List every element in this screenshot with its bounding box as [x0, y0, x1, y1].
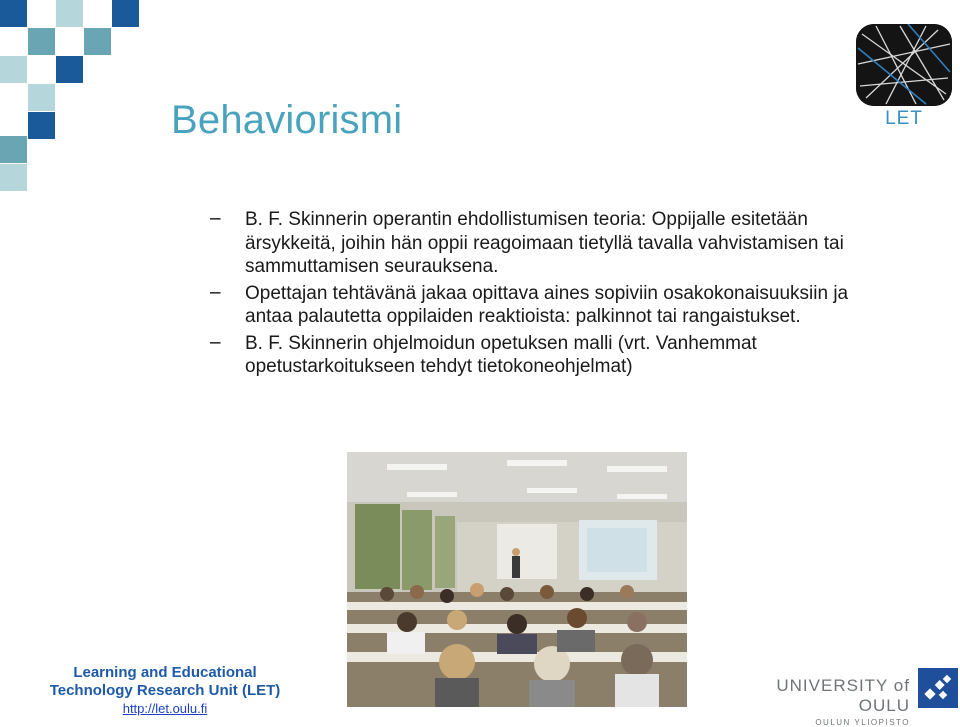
mosaic-square [0, 0, 27, 27]
mosaic-square [28, 28, 55, 55]
bullet-dash: – [210, 331, 221, 353]
bullet-text: B. F. Skinnerin operantin ehdollistumisen teoria: Oppijalle esitetään ärsykkeitä, joihin hän oppii reagoimaan tietyllä tavalla vahvistamisen tai sammuttamisen seurauksena. [245, 209, 844, 277]
mosaic-square [0, 136, 27, 163]
list-item [210, 332, 850, 379]
mosaic-square [56, 56, 83, 83]
list-item [210, 208, 850, 279]
university-name: UNIVERSITY of OULU [776, 676, 910, 715]
footer-line: Learning and Educational [73, 664, 257, 681]
bullet-text: Opettajan tehtävänä jakaa opittava aines sopiviin osakokonaisuuksiin ja antaa palautetta oppilaiden reaktioista: palkinnot tai rangaistukset. [245, 282, 849, 327]
footer-url-link[interactable]: http://let.oulu.fi [122, 701, 208, 716]
university-subname: OULUN YLIOPISTO [815, 718, 910, 727]
list-item [210, 282, 850, 329]
slide-title: Behaviorismi [171, 98, 403, 142]
mosaic-square [28, 84, 55, 111]
mosaic-square [112, 0, 139, 27]
bullet-dash: – [210, 208, 221, 229]
university-emblem-icon [918, 668, 958, 708]
let-logo-text: LET [885, 108, 923, 129]
decorative-mosaic [0, 0, 140, 192]
university-logo-text [730, 676, 910, 727]
mosaic-square [0, 56, 27, 83]
footer-line: Technology Research Unit (LET) [49, 682, 281, 699]
let-logo [852, 24, 956, 130]
mosaic-square [56, 0, 83, 27]
mosaic-square [0, 164, 27, 191]
lecture-hall-photo [347, 452, 687, 707]
let-logo-graphic [856, 24, 952, 106]
mosaic-square [84, 28, 111, 55]
mosaic-square [28, 112, 55, 139]
footer-unit-info [0, 664, 330, 718]
bullet-text: B. F. Skinnerin ohjelmoidun opetuksen malli (vrt. Vanhemmat opetustarkoitukseen tehdyt tietokoneohjelmat) [245, 332, 757, 377]
bullet-list [210, 208, 850, 382]
bullet-dash: – [210, 281, 221, 303]
